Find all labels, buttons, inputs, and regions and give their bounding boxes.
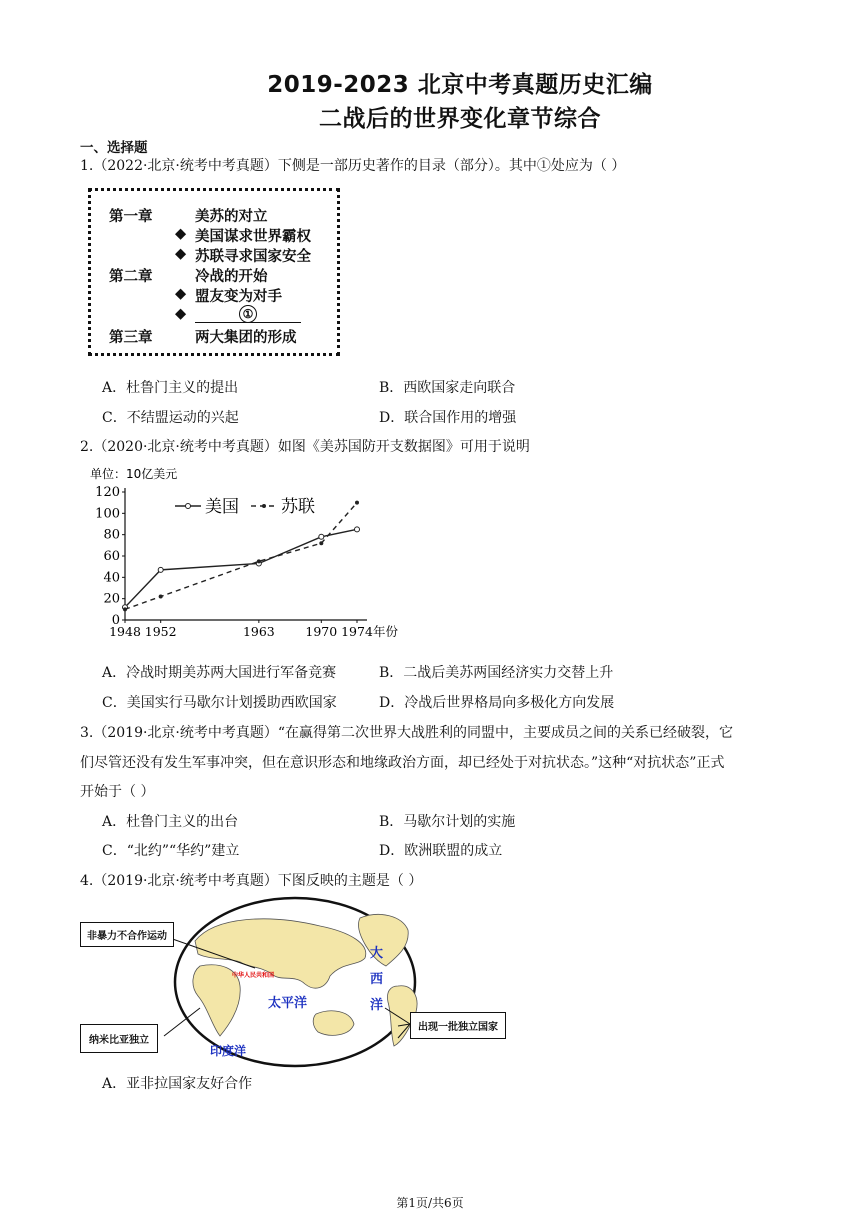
q1-option-c[interactable]: C．不结盟运动的兴起 — [102, 410, 239, 426]
q2-option-a[interactable]: A．冷战时期美苏两大国进行军备竞赛 — [102, 665, 337, 681]
data-point — [355, 501, 359, 505]
x-axis-suffix: 年份 — [373, 624, 399, 639]
doc-title-line2: 二战后的世界变化章节综合 — [319, 106, 601, 132]
data-point — [158, 567, 163, 572]
toc-chapter-3: 第三章 — [109, 329, 153, 346]
chart-series — [123, 501, 360, 612]
toc-item: 苏联寻求国家安全 — [195, 248, 311, 265]
toc-chapter-1-title: 美苏的对立 — [195, 208, 268, 225]
defense-spending-chart — [85, 462, 415, 642]
map-label-new-states: 出现一批独立国家 — [410, 1012, 506, 1039]
bullet-icon: ◆ — [175, 245, 187, 262]
bullet-icon: ◆ — [175, 305, 187, 322]
map-label-atlantic-2: 西 — [370, 972, 384, 987]
question-1-stem: 1.（2022·北京·统考中考真题）下侧是一部历史著作的目录（部分）。其中①处应为（ ） — [80, 158, 626, 174]
map-label-atlantic-1: 大 — [370, 946, 384, 961]
x-tick-label: 1963 — [242, 624, 275, 639]
map-label-pacific: 太平洋 — [268, 996, 308, 1011]
world-map-figure — [80, 896, 500, 1071]
q2-option-d[interactable]: D．冷战后世界格局向多极化方向发展 — [379, 695, 615, 711]
question-4-stem: 4.（2019·北京·统考中考真题）下图反映的主题是（ ） — [80, 873, 423, 889]
table-of-contents-figure — [88, 188, 340, 356]
y-tick-label: 100 — [95, 506, 120, 522]
legend-ussr-label: 苏联 — [281, 497, 315, 517]
page-footer: 第1页/共6页 — [396, 1196, 464, 1210]
question-3-stem-line2: 们尽管还没有发生军事冲突，但在意识形态和地缘政治方面，却已经处于对抗状态。”这种“对抗状态”正式 — [80, 755, 725, 771]
data-point — [355, 527, 360, 532]
question-3-stem-line1: 3.（2019·北京·统考中考真题）“在赢得第二次世界大战胜利的同盟中，主要成员之间的关系已经破裂，它 — [80, 725, 734, 741]
data-point — [159, 595, 163, 599]
q3-option-a[interactable]: A．杜鲁门主义的出台 — [102, 814, 239, 830]
y-tick-label: 20 — [103, 591, 120, 607]
doc-title-line1: 2019-2023 北京中考真题历史汇编 — [267, 72, 653, 98]
toc-item: 美国谋求世界霸权 — [195, 228, 311, 245]
map-label-namibia: 纳米比亚独立 — [80, 1024, 158, 1053]
data-point — [319, 534, 324, 539]
section-heading: 一、选择题 — [80, 140, 148, 156]
data-point — [123, 607, 127, 611]
map-label-nonviolence: 非暴力不合作运动 — [80, 922, 174, 947]
q3-option-d[interactable]: D．欧洲联盟的成立 — [379, 843, 503, 859]
y-tick-label: 120 — [95, 485, 120, 500]
q4-option-a[interactable]: A．亚非拉国家友好合作 — [102, 1076, 253, 1092]
map-label-china: 中华人民共和国 — [232, 972, 275, 979]
toc-chapter-1: 第一章 — [109, 208, 153, 225]
question-3-stem-line3: 开始于（ ） — [80, 784, 155, 800]
x-tick-label: 1974 — [341, 624, 373, 639]
toc-chapter-2-title: 冷战的开始 — [195, 268, 268, 285]
toc-blank-line — [195, 305, 301, 323]
legend-ussr-marker — [262, 504, 266, 508]
toc-chapter-3-title: 两大集团的形成 — [195, 329, 297, 346]
data-point — [257, 559, 261, 563]
toc-item: 盟友变为对手 — [195, 288, 282, 305]
bullet-icon: ◆ — [175, 225, 187, 242]
q1-option-d[interactable]: D．联合国作用的增强 — [379, 410, 517, 426]
q1-option-b[interactable]: B．西欧国家走向联合 — [379, 380, 516, 396]
chart-unit-label: 单位：10亿美元 — [90, 467, 178, 481]
map-label-indian: 印度洋 — [210, 1044, 247, 1058]
blank-marker: ① — [239, 305, 257, 323]
q1-option-a[interactable]: A．杜鲁门主义的提出 — [102, 380, 239, 396]
y-tick-label: 40 — [103, 570, 120, 586]
toc-chapter-2: 第二章 — [109, 268, 153, 285]
x-tick-label: 1948 — [109, 624, 141, 639]
q2-option-b[interactable]: B．二战后美苏两国经济实力交替上升 — [379, 665, 614, 681]
y-tick-label: 60 — [103, 549, 120, 564]
q3-option-c[interactable]: C．“北约”“华约”建立 — [102, 843, 240, 859]
legend-usa-label: 美国 — [205, 497, 239, 517]
map-label-atlantic-3: 洋 — [370, 998, 384, 1013]
x-tick-label: 1970 — [305, 624, 338, 639]
q2-option-c[interactable]: C．美国实行马歇尔计划援助西欧国家 — [102, 695, 337, 711]
chart-legend — [175, 497, 315, 517]
y-tick-label: 0 — [111, 613, 120, 628]
q3-option-b[interactable]: B．马歇尔计划的实施 — [379, 814, 516, 830]
question-2-stem: 2.（2020·北京·统考中考真题）如图《美苏国防开支数据图》可用于说明 — [80, 439, 530, 455]
data-point — [319, 541, 323, 545]
legend-usa-marker — [186, 504, 191, 509]
bullet-icon: ◆ — [175, 285, 187, 302]
x-tick-label: 1952 — [144, 624, 177, 639]
y-tick-label: 80 — [103, 527, 120, 543]
series-line-ussr — [125, 503, 357, 610]
